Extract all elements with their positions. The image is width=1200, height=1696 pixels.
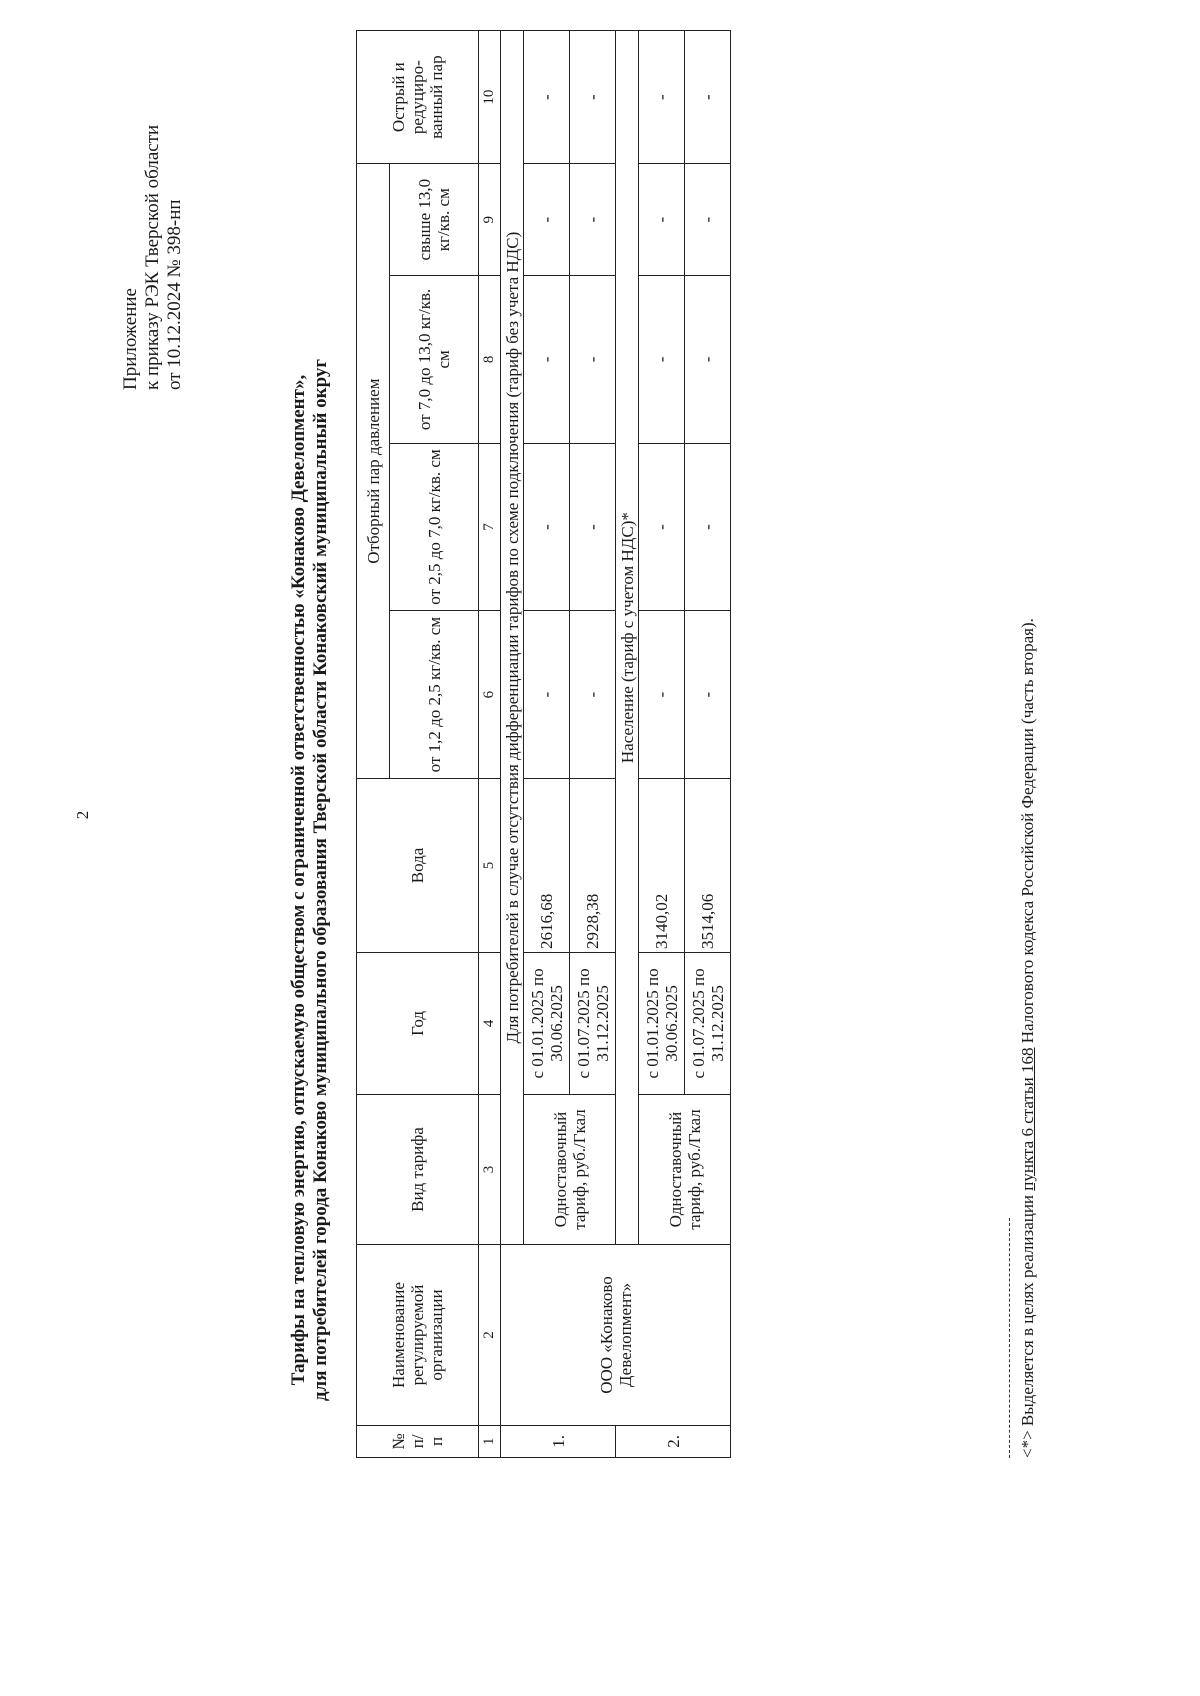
pressure-1-value: - (639, 611, 685, 779)
header-tariff-type: Вид тарифа (357, 1094, 479, 1244)
sharp-steam-value: - (570, 31, 616, 164)
pressure-3-value: - (524, 276, 570, 444)
document-title (288, 280, 332, 1480)
appendix-line-1: Приложение (120, 288, 141, 390)
table-row (524, 31, 570, 1458)
header-year: Год (357, 953, 479, 1095)
water-value: 3514,06 (685, 778, 731, 952)
header-num: № п/ п (357, 1425, 479, 1457)
header-steam-group: Отборный пар давлением (357, 164, 390, 779)
pressure-2-value: - (685, 443, 731, 611)
header-water: Вода (357, 778, 479, 952)
pressure-4-value: - (570, 164, 616, 276)
title-line-1: Тарифы на тепловую энергию, отпускаемую обществом с ограниченной ответственностью «Конаково Девелопмент», (288, 374, 309, 1386)
sharp-steam-value: - (685, 31, 731, 164)
pressure-4-value: - (639, 164, 685, 276)
footnote-law-reference: пункта 6 статьи 168 (1018, 1047, 1037, 1191)
section-1-number: 1. (501, 1425, 616, 1457)
pressure-2-value: - (570, 443, 616, 611)
sharp-steam-value: - (639, 31, 685, 164)
header-org: Наименование регулируемой организации (357, 1245, 479, 1426)
footnote (1018, 618, 1038, 1458)
water-value: 3140,02 (639, 778, 685, 952)
pressure-3-value: - (570, 276, 616, 444)
title-line-2: для потребителей города Конаково муниципального образования Тверской области Конаковский муниципальный округ (310, 358, 331, 1402)
col-number: 6 (479, 611, 501, 779)
pressure-4-value: - (524, 164, 570, 276)
page-number: 2 (73, 810, 92, 820)
pressure-2-value: - (524, 443, 570, 611)
header-sharp-steam: Острый и редуциро-ванный пар (357, 31, 479, 164)
period-cell: с 01.07.2025 по 31.12.2025 (570, 953, 616, 1095)
water-value: 2616,68 (524, 778, 570, 952)
col-number: 10 (479, 31, 501, 164)
pressure-1-value: - (524, 611, 570, 779)
col-number: 3 (479, 1094, 501, 1244)
section-2-tariff-type: Одноставочный тариф, руб./Гкал (639, 1094, 731, 1244)
organization-name: ООО «Конаково Девелопмент» (501, 1245, 731, 1426)
header-pressure-1: от 1,2 до 2,5 кг/кв. см (390, 611, 479, 779)
sharp-steam-value: - (524, 31, 570, 164)
pressure-1-value: - (685, 611, 731, 779)
appendix-line-2: к приказу РЭК Тверской области (142, 124, 163, 390)
section-2-title: Население (тариф с учетом НДС)* (616, 31, 639, 1245)
section-2-number: 2. (616, 1425, 731, 1457)
footnote-text-end: Налогового кодекса Российской Федерации (часть вторая). (1018, 618, 1037, 1048)
period-cell: с 01.01.2025 по 30.06.2025 (524, 953, 570, 1095)
col-number: 5 (479, 778, 501, 952)
header-row-1 (357, 31, 390, 1458)
col-number: 7 (479, 443, 501, 611)
header-pressure-2: от 2,5 до 7,0 кг/кв. см (390, 443, 479, 611)
col-number: 1 (479, 1425, 501, 1457)
period-cell: с 01.01.2025 по 30.06.2025 (639, 953, 685, 1095)
appendix-line-3: от 10.12.2024 № 398-нп (164, 199, 185, 390)
tariff-table (356, 30, 731, 1458)
col-number: 9 (479, 164, 501, 276)
appendix-block (120, 30, 186, 390)
water-value: 2928,38 (570, 778, 616, 952)
header-pressure-4: свыше 13,0 кг/кв. см (390, 164, 479, 276)
pressure-2-value: - (639, 443, 685, 611)
section-2-title-row (616, 31, 639, 1458)
section-1-title-row (501, 31, 524, 1458)
footnote-text-start: <*> Выделяется в целях реализации (1018, 1190, 1037, 1458)
col-number: 8 (479, 276, 501, 444)
col-number: 2 (479, 1245, 501, 1426)
col-number: 4 (479, 953, 501, 1095)
table-row (639, 31, 685, 1458)
header-pressure-3: от 7,0 до 13,0 кг/кв. см (390, 276, 479, 444)
pressure-1-value: - (570, 611, 616, 779)
pressure-3-value: - (685, 276, 731, 444)
pressure-3-value: - (639, 276, 685, 444)
period-cell: с 01.07.2025 по 31.12.2025 (685, 953, 731, 1095)
section-1-title: Для потребителей в случае отсутствия дифференциации тарифов по схеме подключения (тариф без учета НДС) (501, 31, 524, 1245)
section-1-tariff-type: Одноставочный тариф, руб./Гкал (524, 1094, 616, 1244)
column-number-row (479, 31, 501, 1458)
pressure-4-value: - (685, 164, 731, 276)
footnote-separator (1009, 1218, 1010, 1458)
